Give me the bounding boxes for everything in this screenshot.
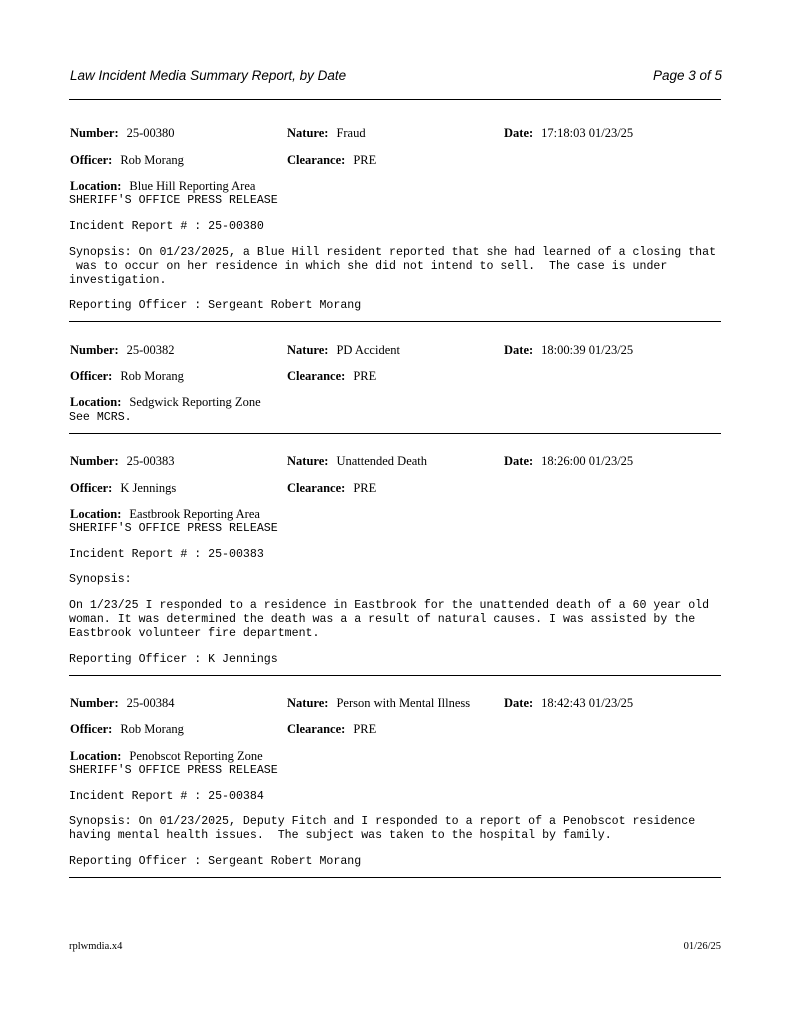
incident-divider [69,877,721,878]
incident-number: Number: 25-00384 [70,696,175,710]
press-release-label: SHERIFF'S OFFICE PRESS RELEASE [69,764,278,777]
incident-divider [69,675,721,676]
incident-divider [69,321,721,322]
footer-report-code: rplwmdia.x4 [69,941,123,952]
incident-clearance: Clearance: PRE [287,722,377,736]
incident-location: Location: Eastbrook Reporting Area [70,507,260,521]
incident-clearance: Clearance: PRE [287,369,377,383]
incident-divider [69,433,721,434]
synopsis-text: On 1/23/25 I responded to a residence in Eastbrook for the unattended death of a 60 year old woman. It was determined the death was a a result of natural causes. I was assisted by the Eastbrook volunteer fire department. [69,599,710,640]
incident-officer: Officer: Rob Morang [70,153,184,167]
press-release-label: SHERIFF'S OFFICE PRESS RELEASE [69,522,278,535]
reporting-officer: Reporting Officer : Sergeant Robert Morang [69,855,362,868]
reporting-officer: Reporting Officer : Sergeant Robert Morang [69,299,362,312]
incident-location: Location: Sedgwick Reporting Zone [70,395,261,409]
incident-date: Date: 18:00:39 01/23/25 [504,343,634,357]
page-indicator: Page 3 of 5 [652,68,722,83]
incident-location: Location: Penobscot Reporting Zone [70,749,263,763]
footer-print-date: 01/26/25 [683,941,721,952]
incident-officer: Officer: Rob Morang [70,722,184,736]
press-release-label: SHERIFF'S OFFICE PRESS RELEASE [69,194,278,207]
incident-report-number: Incident Report # : 25-00380 [69,220,264,233]
incident-clearance: Clearance: PRE [287,481,377,495]
incident-note: See MCRS. [69,411,132,424]
incident-date: Date: 18:26:00 01/23/25 [504,454,634,468]
incident-location: Location: Blue Hill Reporting Area [70,179,256,193]
incident-clearance: Clearance: PRE [287,153,377,167]
incident-date: Date: 17:18:03 01/23/25 [504,126,634,140]
report-title: Law Incident Media Summary Report, by Date [70,68,347,83]
incident-nature: Nature: Fraud [287,126,366,140]
incident-number: Number: 25-00380 [70,126,175,140]
incident-number: Number: 25-00382 [70,343,175,357]
incident-report-number: Incident Report # : 25-00384 [69,790,264,803]
header-divider [69,99,721,100]
synopsis-text: Synopsis: On 01/23/2025, a Blue Hill resident reported that she had learned of a closing that was to occur on her residence in which she did not intend to sell. The case is under investigation. [69,246,717,287]
incident-officer: Officer: K Jennings [70,481,177,495]
incident-number: Number: 25-00383 [70,454,175,468]
incident-date: Date: 18:42:43 01/23/25 [504,696,634,710]
incident-report-number: Incident Report # : 25-00383 [69,548,264,561]
incident-nature: Nature: Person with Mental Illness [287,696,471,710]
synopsis-label: Synopsis: [69,573,132,586]
incident-officer: Officer: Rob Morang [70,369,184,383]
synopsis-text: Synopsis: On 01/23/2025, Deputy Fitch and I responded to a report of a Penobscot residence having mental health issues. The subject was taken to the hospital by family. [69,815,696,842]
incident-nature: Nature: Unattended Death [287,454,428,468]
reporting-officer: Reporting Officer : K Jennings [69,653,278,666]
incident-nature: Nature: PD Accident [287,343,400,357]
